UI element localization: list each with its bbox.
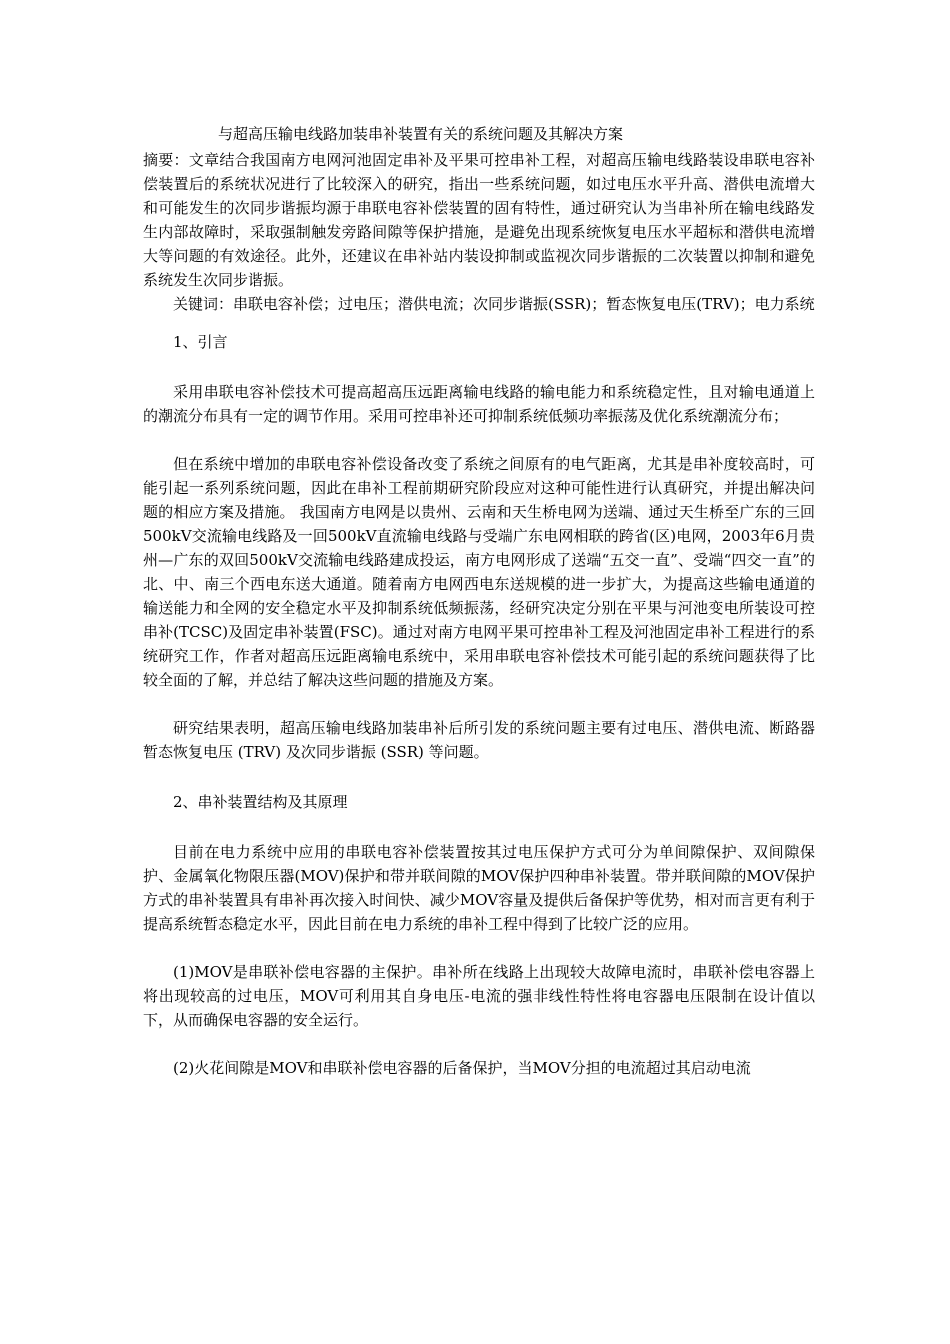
document-page [143, 122, 815, 1080]
section-1-paragraph-2: 但在系统中增加的串联电容补偿设备改变了系统之间原有的电气距离，尤其是串补度较高时，可能引起一系列系统问题，因此在串补工程前期研究阶段应对这种可能性进行认真研究，并提出解决问题的相应方案及措施。 我国南方电网是以贵州、云南和天生桥电网为送端、通过天生桥至广东的三回500kV交流输电线路及一回500kV直流输电线路与受端广东电网相联的跨省(区)电网，2003年6月贵州—广东的双回500kV交流输电线路建成投运，南方电网形成了送端“五交一直”、受端“四交一直”的北、中、南三个西电东送大通道。随着南方电网西电东送规模的进一步扩大，为提高这些输电通道的输送能力和全网的安全稳定水平及抑制系统低频振荡，经研究决定分别在平果与河池变电所装设可控串补(TCSC)及固定串补装置(FSC)。通过对南方电网平果可控串补工程及河池固定串补工程进行的系统研究工作，作者对超高压远距离输电系统中，采用串联电容补偿技术可能引起的系统问题获得了比较全面的了解，并总结了解决这些问题的措施及方案。 [143, 455, 815, 689]
spacer [143, 1032, 815, 1056]
document-title: 与超高压输电线路加装串补装置有关的系统问题及其解决方案 [218, 125, 624, 143]
spacer [143, 316, 815, 330]
spacer [143, 692, 815, 716]
section-2-heading: 2、串补装置结构及其原理 [173, 793, 348, 811]
section-2-paragraph-2: (1)MOV是串联补偿电容器的主保护。串补所在线路上出现较大故障电流时，串联补偿电容器上将出现较高的过电压，MOV可利用其自身电压-电流的强非线性特性将电容器电压限制在设计值以下，从而确保电容器的安全运行。 [143, 963, 815, 1029]
spacer [143, 428, 815, 452]
spacer [143, 936, 815, 960]
section-2-paragraph-3: (2)火花间隙是MOV和串联补偿电容器的后备保护，当MOV分担的电流超过其启动电流 [173, 1059, 751, 1077]
section-1-heading: 1、引言 [173, 333, 228, 351]
spacer [143, 814, 815, 840]
keywords-paragraph: 关键词：串联电容补偿；过电压；潜供电流；次同步谐振(SSR)；暂态恢复电压(TRV)；电力系统 [173, 295, 815, 313]
section-1-paragraph-1: 采用串联电容补偿技术可提高超高压远距离输电线路的输电能力和系统稳定性，且对输电通道上的潮流分布具有一定的调节作用。采用可控串补还可抑制系统低频功率振荡及优化系统潮流分布； [143, 383, 815, 425]
section-1-paragraph-3: 研究结果表明，超高压输电线路加装串补后所引发的系统问题主要有过电压、潜供电流、断路器暂态恢复电压 (TRV) 及次同步谐振 (SSR) 等问题。 [143, 719, 815, 761]
spacer [143, 764, 815, 790]
spacer [143, 354, 815, 380]
abstract-paragraph: 摘要：文章结合我国南方电网河池固定串补及平果可控串补工程，对超高压输电线路装设串联电容补偿装置后的系统状况进行了比较深入的研究，指出一些系统问题，如过电压水平升高、潜供电流增大和可能发生的次同步谐振均源于串联电容补偿装置的固有特性，通过研究认为当串补所在输电线路发生内部故障时，采取强制触发旁路间隙等保护措施，是避免出现系统恢复电压水平超标和潜供电流增大等问题的有效途径。此外，还建议在串补站内装设抑制或监视次同步谐振的二次装置以抑制和避免系统发生次同步谐振。 [143, 151, 815, 289]
section-2-paragraph-1: 目前在电力系统中应用的串联电容补偿装置按其过电压保护方式可分为单间隙保护、双间隙保护、金属氧化物限压器(MOV)保护和带并联间隙的MOV保护四种串补装置。带并联间隙的MOV保护方式的串补装置具有串补再次接入时间快、减少MOV容量及提供后备保护等优势，相对而言更有利于提高系统暂态稳定水平，因此目前在电力系统的串补工程中得到了比较广泛的应用。 [143, 843, 815, 933]
